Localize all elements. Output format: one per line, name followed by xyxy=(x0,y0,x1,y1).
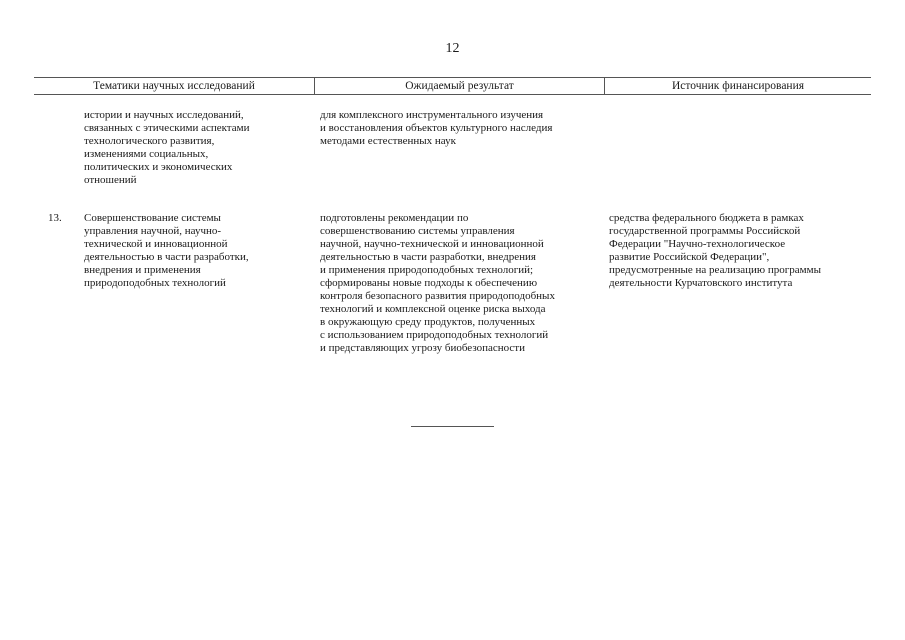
text-line: Совершенствование системы xyxy=(84,212,221,224)
text-line: контроля безопасного развития природоподобных xyxy=(320,290,555,302)
row13-result-cell xyxy=(320,212,555,355)
text-line: развитие Российской Федерации", xyxy=(609,251,770,263)
text-line: совершенствованию системы управления xyxy=(320,225,515,237)
header-topics: Тематики научных исследований xyxy=(93,80,255,92)
text-line: с использованием природоподобных технологий xyxy=(320,329,549,341)
text-line: изменениями социальных, xyxy=(84,148,209,160)
text-line: и восстановления объектов культурного наследия xyxy=(320,122,553,134)
row-number: 13. xyxy=(48,212,62,224)
continuation-result-cell xyxy=(320,109,552,148)
header-source: Источник финансирования xyxy=(671,80,805,92)
row13-topics-cell xyxy=(84,212,249,290)
text-line: управления научной, научно- xyxy=(84,225,222,237)
text-line: политических и экономических xyxy=(84,161,233,173)
end-of-table-rule xyxy=(411,426,494,427)
text-line: технологического развития, xyxy=(84,135,215,147)
text-line: внедрения и применения xyxy=(84,264,201,276)
text-line: для комплексного инструментального изучения xyxy=(320,109,544,121)
text-line: природоподобных технологий xyxy=(84,277,226,289)
text-line: отношений xyxy=(84,174,137,186)
text-line: Федерации "Научно-технологическое xyxy=(609,238,786,250)
text-line: государственной программы Российской xyxy=(609,225,801,237)
text-line: подготовлены рекомендации по xyxy=(320,212,469,224)
text-line: деятельностью в части разработки, внедрения xyxy=(320,251,536,263)
text-line: технологий и комплексной оценке риска выхода xyxy=(320,303,546,315)
text-line: сформированы новые подходы к обеспечению xyxy=(320,277,538,289)
continuation-topics-cell xyxy=(84,109,249,187)
text-line: деятельности Курчатовского института xyxy=(609,277,793,289)
text-line: методами естественных наук xyxy=(320,135,456,147)
row13-source-cell xyxy=(609,212,821,290)
text-line: средства федерального бюджета в рамках xyxy=(609,212,804,224)
header-result: Ожидаемый результат xyxy=(405,80,514,92)
text-line: связанных с этическими аспектами xyxy=(84,122,250,134)
table-header xyxy=(34,77,871,95)
text-line: истории и научных исследований, xyxy=(84,109,244,121)
text-line: и представляющих угрозу биобезопасности xyxy=(320,342,525,354)
text-line: технической и инновационной xyxy=(84,238,228,250)
text-line: в окружающую среду продуктов, полученных xyxy=(320,316,536,328)
text-line: деятельностью в части разработки, xyxy=(84,251,249,263)
text-line: и применения природоподобных технологий; xyxy=(320,264,534,276)
page-number: 12 xyxy=(445,41,460,56)
text-line: предусмотренные на реализацию программы xyxy=(609,264,821,276)
text-line: научной, научно-технической и инновационной xyxy=(320,238,544,250)
